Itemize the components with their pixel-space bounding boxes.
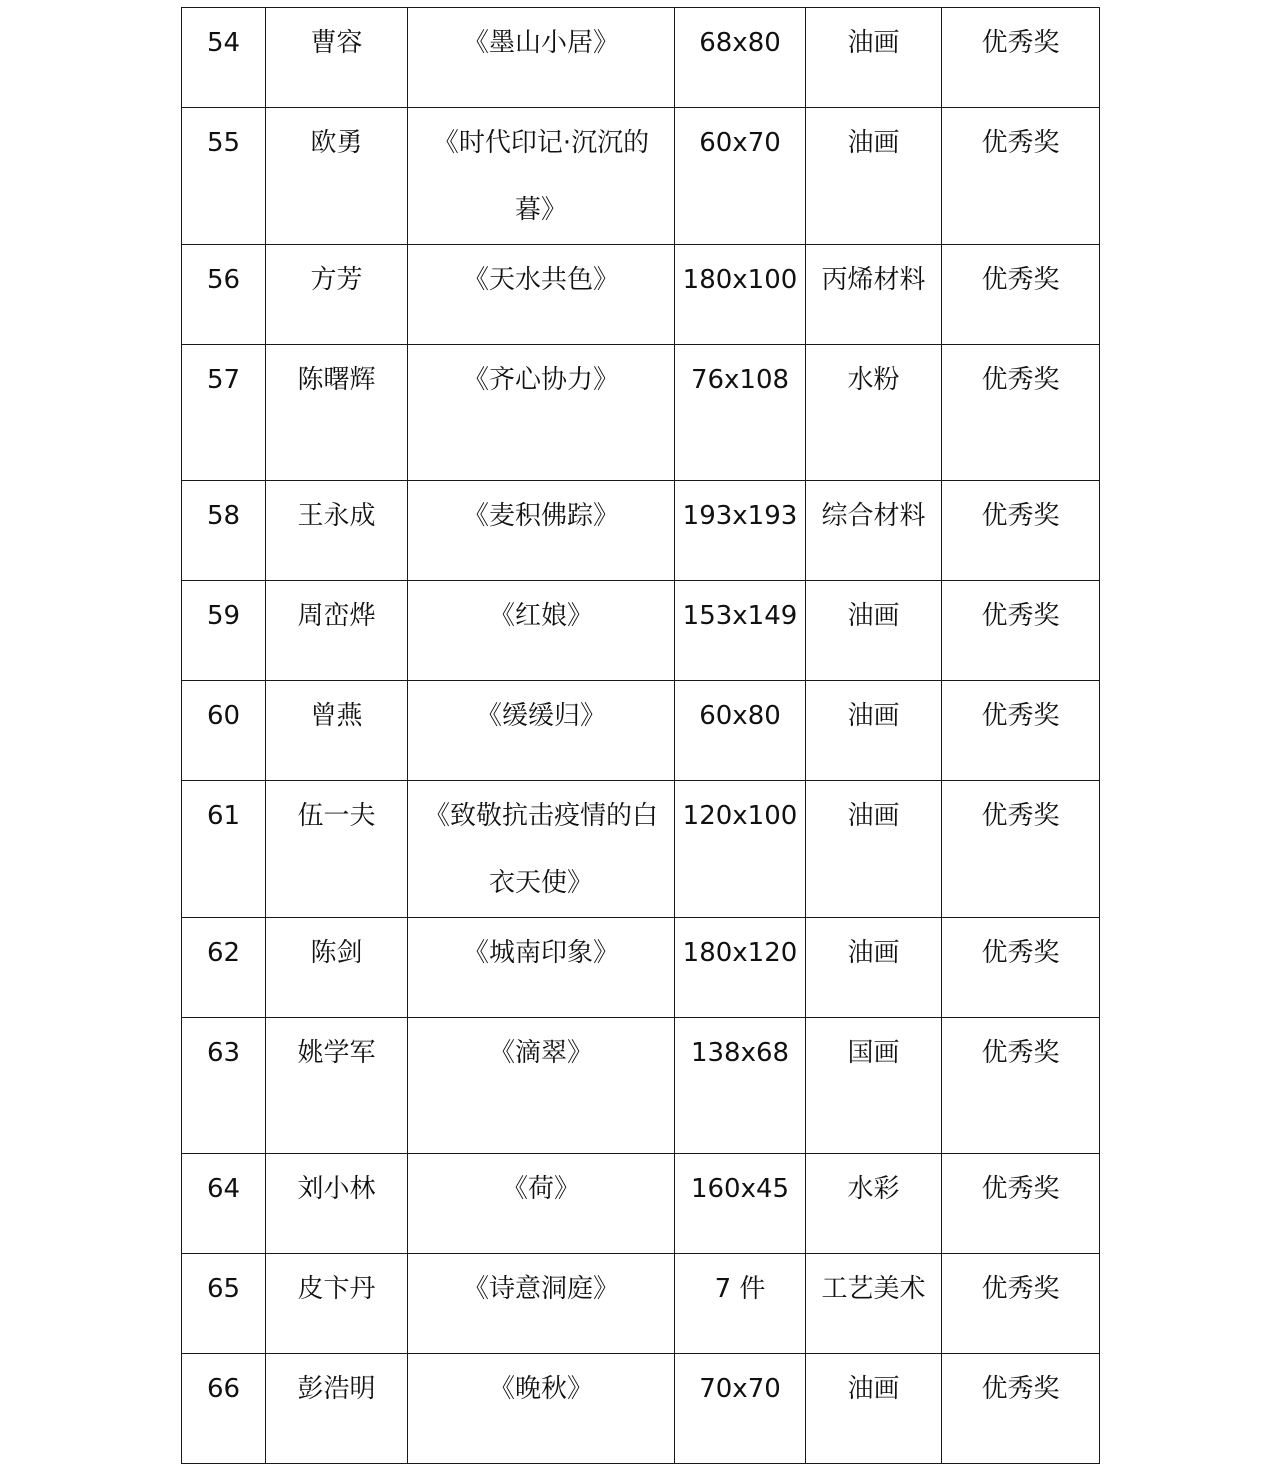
artist-name: 刘小林: [266, 1154, 408, 1254]
artwork-medium: 油画: [806, 1354, 942, 1464]
artwork-title: 《晚秋》: [408, 1354, 675, 1464]
artwork-title: 《麦积佛踪》: [408, 481, 675, 581]
artwork-title: 《时代印记·沉沉的暮》: [408, 108, 675, 245]
entry-number: 57: [182, 345, 266, 481]
award-level: 优秀奖: [942, 1354, 1100, 1464]
artist-name: 陈曙辉: [266, 345, 408, 481]
entry-number: 55: [182, 108, 266, 245]
artwork-title: 《诗意洞庭》: [408, 1254, 675, 1354]
award-level: 优秀奖: [942, 481, 1100, 581]
entry-number: 66: [182, 1354, 266, 1464]
artwork-title: 《红娘》: [408, 581, 675, 681]
artist-name: 方芳: [266, 245, 408, 345]
artwork-medium: 国画: [806, 1018, 942, 1154]
artwork-medium: 丙烯材料: [806, 245, 942, 345]
entry-number: 58: [182, 481, 266, 581]
artwork-medium: 油画: [806, 781, 942, 918]
artwork-medium: 综合材料: [806, 481, 942, 581]
artwork-medium: 油画: [806, 108, 942, 245]
artist-name: 皮卞丹: [266, 1254, 408, 1354]
table-row: [182, 581, 1100, 681]
awards-table-body: [182, 8, 1100, 1464]
artwork-title: 《滴翠》: [408, 1018, 675, 1154]
table-row: [182, 1018, 1100, 1154]
artwork-size: 160x45: [675, 1154, 806, 1254]
artwork-size: 193x193: [675, 481, 806, 581]
artist-name: 周峦烨: [266, 581, 408, 681]
artwork-title: 《致敬抗击疫情的白衣天使》: [408, 781, 675, 918]
artwork-size: 138x68: [675, 1018, 806, 1154]
artwork-size: 76x108: [675, 345, 806, 481]
awards-table: [181, 7, 1100, 1464]
entry-number: 54: [182, 8, 266, 108]
artwork-title: 《荷》: [408, 1154, 675, 1254]
artwork-title: 《城南印象》: [408, 918, 675, 1018]
award-level: 优秀奖: [942, 1018, 1100, 1154]
table-row: [182, 781, 1100, 918]
artwork-size: 153x149: [675, 581, 806, 681]
artwork-medium: 油画: [806, 581, 942, 681]
entry-number: 61: [182, 781, 266, 918]
artwork-medium: 水粉: [806, 345, 942, 481]
artist-name: 伍一夫: [266, 781, 408, 918]
award-level: 优秀奖: [942, 1154, 1100, 1254]
artwork-size: 70x70: [675, 1354, 806, 1464]
artwork-medium: 水彩: [806, 1154, 942, 1254]
table-row: [182, 245, 1100, 345]
award-level: 优秀奖: [942, 8, 1100, 108]
table-row: [182, 108, 1100, 245]
table-row: [182, 681, 1100, 781]
artwork-size: 180x120: [675, 918, 806, 1018]
artist-name: 王永成: [266, 481, 408, 581]
artwork-medium: 油画: [806, 918, 942, 1018]
artwork-medium: 油画: [806, 8, 942, 108]
artwork-medium: 工艺美术: [806, 1254, 942, 1354]
table-row: [182, 1254, 1100, 1354]
table-row: [182, 918, 1100, 1018]
award-level: 优秀奖: [942, 581, 1100, 681]
award-level: 优秀奖: [942, 918, 1100, 1018]
artist-name: 陈剑: [266, 918, 408, 1018]
table-row: [182, 345, 1100, 481]
artist-name: 曾燕: [266, 681, 408, 781]
entry-number: 56: [182, 245, 266, 345]
artist-name: 彭浩明: [266, 1354, 408, 1464]
artwork-size: 120x100: [675, 781, 806, 918]
artwork-size: 7 件: [675, 1254, 806, 1354]
artwork-size: 60x70: [675, 108, 806, 245]
award-level: 优秀奖: [942, 681, 1100, 781]
artwork-size: 180x100: [675, 245, 806, 345]
artwork-title: 《天水共色》: [408, 245, 675, 345]
artwork-title: 《缓缓归》: [408, 681, 675, 781]
table-row: [182, 8, 1100, 108]
award-level: 优秀奖: [942, 781, 1100, 918]
artwork-title: 《齐心协力》: [408, 345, 675, 481]
artwork-title: 《墨山小居》: [408, 8, 675, 108]
award-level: 优秀奖: [942, 245, 1100, 345]
table-row: [182, 1154, 1100, 1254]
award-level: 优秀奖: [942, 108, 1100, 245]
entry-number: 65: [182, 1254, 266, 1354]
artwork-size: 60x80: [675, 681, 806, 781]
artist-name: 姚学军: [266, 1018, 408, 1154]
entry-number: 62: [182, 918, 266, 1018]
artwork-medium: 油画: [806, 681, 942, 781]
entry-number: 63: [182, 1018, 266, 1154]
artist-name: 欧勇: [266, 108, 408, 245]
entry-number: 59: [182, 581, 266, 681]
entry-number: 60: [182, 681, 266, 781]
table-row: [182, 1354, 1100, 1464]
artist-name: 曹容: [266, 8, 408, 108]
artwork-size: 68x80: [675, 8, 806, 108]
award-level: 优秀奖: [942, 1254, 1100, 1354]
award-level: 优秀奖: [942, 345, 1100, 481]
table-row: [182, 481, 1100, 581]
entry-number: 64: [182, 1154, 266, 1254]
